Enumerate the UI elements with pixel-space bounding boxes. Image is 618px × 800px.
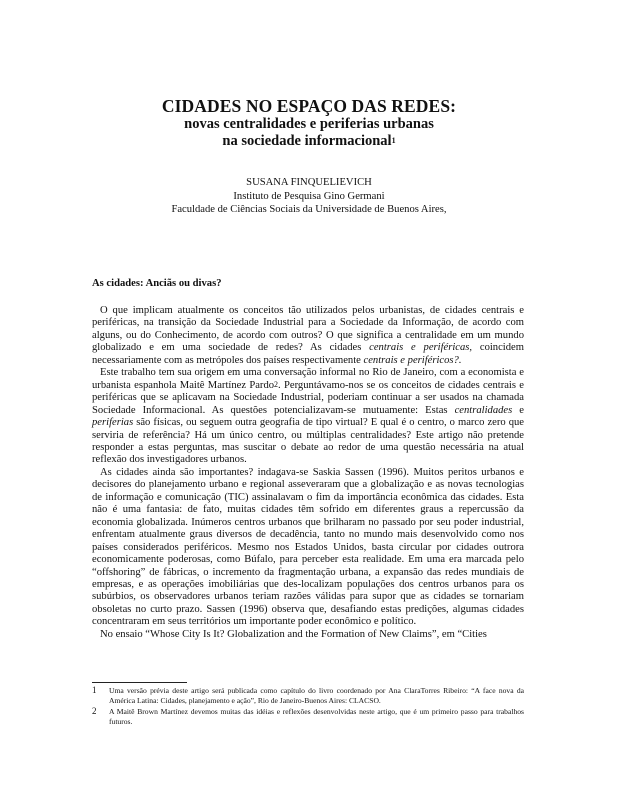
p2-text-c: e xyxy=(512,404,524,416)
footnote-2 xyxy=(92,707,524,726)
footnote-divider xyxy=(92,682,187,683)
p2-text-b: . Perguntávamo-nos se os conceitos de cidades centrais e periféricas que se aplicavam na Sociedade Industrial, poderiam continuar a ser usados na chamada Sociedade Informacional. As questões potencializavam-se mutuamente: Estas xyxy=(92,379,524,416)
title-block xyxy=(0,96,618,150)
p1-text-b: coincidem necessariamente com as metrópoles dos países respectivamente xyxy=(92,342,524,366)
paragraph-2 xyxy=(92,367,524,467)
paragraph-1 xyxy=(92,305,524,367)
p1-emphasis-2: centrais e periféricos?. xyxy=(363,354,462,366)
footnotes xyxy=(92,686,524,726)
section-heading: As cidades: Anciãs ou divas? xyxy=(92,278,222,289)
author-institute: Instituto de Pesquisa Gino Germani xyxy=(233,190,385,202)
author-faculty: Faculdade de Ciências Sociais da Universidade de Buenos Aires, xyxy=(171,204,447,216)
paper-subtitle-line-1: novas centralidades e periferias urbanas xyxy=(184,116,434,132)
author-name: SUSANA FINQUELIEVICH xyxy=(246,177,372,188)
footnote-mark-1[interactable]: 1 xyxy=(391,136,396,145)
footnote-text: Uma versão prévia deste artigo será publicada como capítulo do livro coordenado por Ana ClaraTorres Ribeiro: “A face nova da América Latina: Cidades, planejamento e ação”, Rio de Janeiro-Buenos Aires: CLACSO. xyxy=(109,686,524,705)
paragraph-4: No ensaio “Whose City Is It? Globalization and the Formation of New Claims”, em “Cities xyxy=(100,628,487,640)
p2-emphasis-1: centralidades xyxy=(454,404,513,416)
p1-emphasis-1: centrais e periféricas, xyxy=(369,342,473,354)
paper-title: CIDADES NO ESPAÇO DAS REDES: xyxy=(161,96,457,116)
footnote-number: 1 xyxy=(92,685,97,695)
footnote-1 xyxy=(92,686,524,705)
footnote-text: A Maitê Brown Martínez devemos muitas das idéias e reflexões desenvolvidas neste artigo, que é um primeiro passo para trabalhos futuros. xyxy=(109,707,524,726)
paragraph-3: As cidades ainda são importantes? indagava-se Saskia Sassen (1996). Muitos peritos urbanos e decisores do planejamento urbano e regional asseveraram que a globalização e as novas tecnologias de informação e comunicação (TIC) assinalavam o fim da importância econômica das cidades. Esta não é uma fantasia: de fato, muitas cidades têm sofrido em diferentes graus a repercussão da economia globalizada. Inúmeros centros urbanos que brilharam no passado por seu poder industrial, enfrentam atualmente graus diversos de decadência, tanto no mundo mais desenvolvido como nos países considerados periféricos. Mesmo nos Estados Unidos, basta circular por cidades outrora economicamente poderosas, como Búfalo, para perceber esta realidade. Em uma era marcada pelo “offshoring” de fábricas, o incremento da fragmentação urbana, a expansão das redes mundiais de empresas, e as operações imobiliárias que des-localizam populações dos centros urbanos para os subúrbios, os observadores urbanos teriam razões válidas para supor que as cidades se tornariam obsoletas no curto prazo. Sassen (1996) observa que, desafiando estas predições, algumas cidades concentraram em seus territórios um importante poder econômico e político. xyxy=(92,466,524,628)
p2-emphasis-2: periferias xyxy=(92,417,134,429)
subtitle-text: na sociedade informacional xyxy=(222,133,392,149)
p2-text-d: são físicas, ou seguem outra geografia de tipo virtual? E qual é o centro, o marco zero que serviria de referência? Há um único centro, ou múltiplas centralidades? Este artigo não pretende responder a estas perguntas, mas suscitar o debate ao redor de uma questão necessária na atual reflexão dos investigadores urbanos. xyxy=(92,417,524,466)
p2-text-a: Este trabalho tem sua origem em uma conversação informal no Rio de Janeiro, com a economista e urbanista espanhola Maitê Martínez Pardo xyxy=(92,367,524,391)
body-text xyxy=(92,305,524,641)
p1-text-a: O que implicam atualmente os conceitos tão utilizados pelos urbanistas, de cidades centrais e periféricas, na transição da Sociedade Industrial para a Sociedade da Informação, de acordo com alguns, ou do Conhecimento, de acordo com outros? O que significa a centralidade em um mundo globalizado e em uma sociedade de redes? As cidades xyxy=(92,305,524,354)
footnote-number: 2 xyxy=(92,706,97,717)
footnote-mark-2[interactable]: 2 xyxy=(274,379,279,389)
paper-subtitle-line-2 xyxy=(0,133,618,150)
author-block xyxy=(0,176,618,217)
